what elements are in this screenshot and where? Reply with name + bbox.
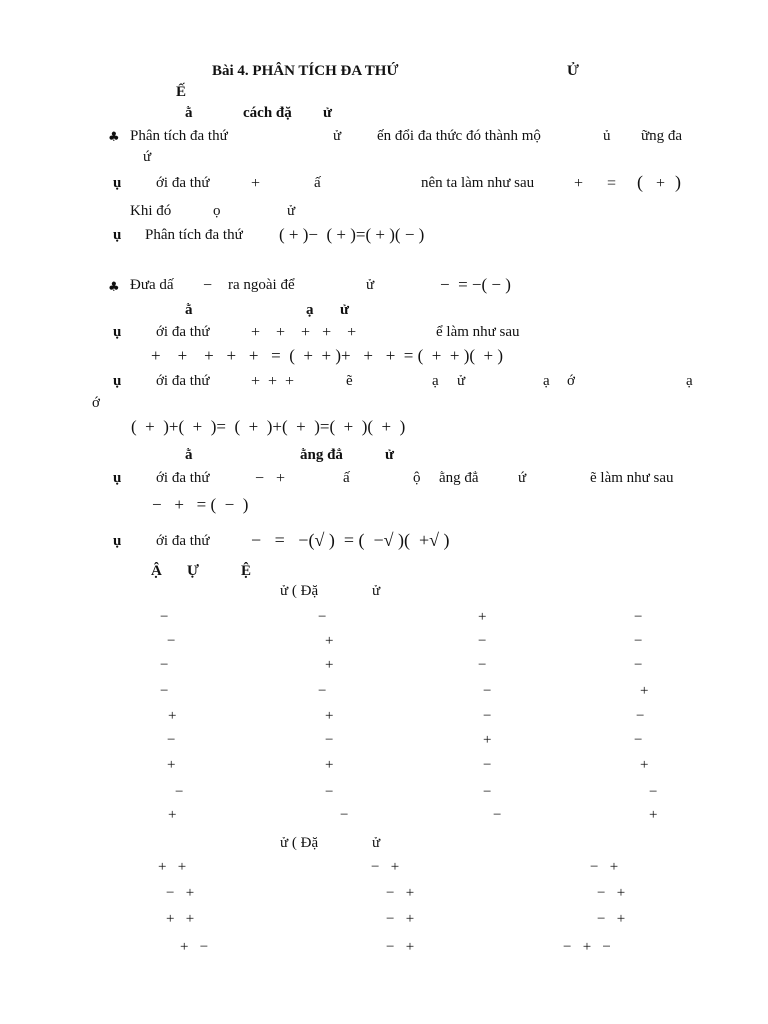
- exercise-op: −: [175, 784, 184, 800]
- exercise-op: −: [160, 683, 169, 699]
- ex4-text-a: ới đa thứ: [156, 373, 210, 389]
- bullet1-text-e: ững đa: [641, 128, 683, 144]
- ex3-label: ụ: [113, 324, 122, 340]
- bullet1-text-d: ủ: [603, 128, 611, 144]
- exercise-op: −: [478, 633, 487, 649]
- ex1-rparen: ): [675, 172, 681, 192]
- exercise-part1-a: ử ( Đặ: [280, 583, 319, 599]
- exercise-op-pair: − +: [386, 911, 415, 927]
- section3-b: ằng đẳ: [300, 447, 343, 463]
- exercise-op: −: [483, 708, 492, 724]
- exercise-op-pair: + +: [166, 911, 195, 927]
- ex1-plus2: +: [574, 175, 584, 192]
- exercise-part2-b: ử: [372, 835, 381, 851]
- ex6-text-a: ới đa thứ: [156, 533, 210, 549]
- exercise-op: −: [167, 732, 176, 748]
- exercise-op: −: [160, 657, 169, 673]
- exercise-op: −: [483, 784, 492, 800]
- exercise-op: −: [318, 609, 327, 625]
- ex3-expression: + + + + + = ( + + )+ + + = ( + + )( + ): [151, 346, 504, 365]
- exercise-op: −: [634, 657, 643, 673]
- exercise-op: −: [160, 609, 169, 625]
- exercise-op: +: [640, 757, 649, 773]
- ex3-ops: + + + + +: [251, 324, 357, 341]
- ex1-plus3: +: [656, 175, 666, 192]
- ex1-label: ụ: [113, 175, 122, 191]
- exercise-op: +: [483, 732, 492, 748]
- exercise-op-pair: − +: [590, 859, 619, 875]
- section2-c: ử: [340, 302, 350, 318]
- section1-heading-b: cách đặ: [243, 105, 292, 121]
- exercise-part1-b: ử: [372, 583, 381, 599]
- ex1-eq: =: [607, 175, 617, 192]
- exercise-op: +: [478, 609, 487, 625]
- exercise-op: −: [325, 732, 334, 748]
- ex5-expression: − + = ( − ): [152, 495, 249, 514]
- ex4-text-e: ạ: [543, 373, 550, 389]
- ex4-expression: ( + )+( + )= ( + )+( + )=( + )( + ): [131, 417, 406, 436]
- club-bullet-icon-2: ♣: [108, 280, 120, 295]
- ex5-text-c: ộ: [413, 470, 421, 486]
- ex2-text: Phân tích đa thứ: [145, 227, 243, 243]
- section2-a: ằ: [185, 302, 193, 318]
- ex3-text-b: ể làm như sau: [436, 324, 520, 340]
- exercise-op: +: [325, 633, 334, 649]
- ex4-text-g: ạ: [686, 373, 693, 389]
- ex5-text-f: ẽ làm như sau: [590, 470, 674, 486]
- ex5-text-e: ứ: [518, 470, 527, 486]
- exercise-op-pair: − +: [166, 885, 195, 901]
- ex1-text-a: ới đa thứ: [156, 175, 210, 191]
- ex1-text-b: ấ: [314, 175, 321, 191]
- ex4-ops: + + +: [251, 373, 295, 390]
- bullet2-text-a: Đưa dấ: [130, 277, 174, 293]
- ex1-plus1: +: [251, 175, 261, 192]
- ex4-text-d: ử: [457, 373, 466, 389]
- exercises-heading-c: Ệ: [241, 563, 252, 579]
- title-line2: Ế: [176, 84, 187, 100]
- exercise-op: +: [167, 757, 176, 773]
- exercises-heading-b: Ự: [187, 563, 199, 579]
- ex5-text-a: ới đa thứ: [156, 470, 210, 486]
- bullet1-text-b: ử: [333, 128, 342, 144]
- ex4-text-f: ớ: [567, 373, 575, 389]
- club-bullet-icon: ♣: [108, 130, 120, 145]
- exercise-op: −: [478, 657, 487, 673]
- bullet1-cont: ứ: [143, 149, 152, 165]
- exercise-op: +: [640, 683, 649, 699]
- exercise-op-pair: − +: [597, 911, 626, 927]
- exercise-op: +: [325, 708, 334, 724]
- section1-heading-a: ằ: [185, 105, 193, 121]
- exercise-op: −: [634, 732, 643, 748]
- bullet2-expression: − = −( − ): [440, 275, 511, 294]
- ex4-label: ụ: [113, 373, 122, 389]
- exercise-part2-a: ử ( Đặ: [280, 835, 319, 851]
- exercise-op: −: [318, 683, 327, 699]
- section2-b: ạ: [306, 302, 314, 318]
- title-fragment: Ử: [567, 63, 579, 79]
- bullet1-text-c: ến đổi đa thức đó thành mộ: [377, 128, 541, 144]
- exercise-op: +: [168, 708, 177, 724]
- ex6-expression: − = −(√ ) = ( −√ )( +√ ): [251, 530, 450, 550]
- bullet1-text-a: Phân tích đa thứ: [130, 128, 228, 144]
- exercise-op: −: [636, 708, 645, 724]
- khi-do-c: ử: [287, 203, 296, 219]
- page-title: Bài 4. PHÂN TÍCH ĐA THỨ: [212, 63, 399, 79]
- ex4-cont: ớ: [92, 395, 100, 411]
- section1-heading-c: ử: [323, 105, 333, 121]
- ex5-ops: − +: [255, 470, 286, 487]
- ex4-text-b: ẽ: [346, 373, 353, 389]
- exercise-op-pair: − +: [371, 859, 400, 875]
- exercise-op: −: [340, 807, 349, 823]
- exercise-op: −: [634, 609, 643, 625]
- exercise-op-pair: − +: [386, 885, 415, 901]
- exercise-op: −: [483, 683, 492, 699]
- exercise-op: +: [325, 757, 334, 773]
- exercise-op: −: [493, 807, 502, 823]
- bullet2-text-b: ra ngoài để: [228, 277, 295, 293]
- exercise-op-pair: − + −: [563, 939, 611, 955]
- ex5-label: ụ: [113, 470, 122, 486]
- exercise-op: −: [167, 633, 176, 649]
- exercise-op-pair: − +: [597, 885, 626, 901]
- section3-c: ử: [385, 447, 395, 463]
- exercise-op: −: [483, 757, 492, 773]
- bullet2-minus: −: [203, 277, 213, 294]
- bullet2-text-c: ử: [366, 277, 375, 293]
- ex5-text-d: ằng đẳ: [439, 470, 479, 486]
- exercises-heading-a: Ậ: [151, 563, 162, 579]
- ex1-text-c: nên ta làm như sau: [421, 175, 535, 191]
- ex6-label: ụ: [113, 533, 122, 549]
- ex5-text-b: ấ: [343, 470, 350, 486]
- ex3-text-a: ới đa thứ: [156, 324, 210, 340]
- ex2-label: ụ: [113, 227, 122, 243]
- section3-a: ằ: [185, 447, 193, 463]
- exercise-op-pair: + −: [180, 939, 209, 955]
- ex4-text-c: ạ: [432, 373, 439, 389]
- ex2-expression: ( + )− ( + )=( + )( − ): [279, 225, 425, 244]
- exercise-op-pair: − +: [386, 939, 415, 955]
- khi-do-a: Khi đó: [130, 203, 172, 219]
- khi-do-b: ọ: [213, 203, 221, 219]
- ex1-lparen: (: [637, 172, 643, 192]
- exercise-op: −: [649, 784, 658, 800]
- exercise-op-pair: + +: [158, 859, 187, 875]
- exercise-op: +: [325, 657, 334, 673]
- exercise-op: +: [649, 807, 658, 823]
- exercise-op: −: [325, 784, 334, 800]
- exercise-op: −: [634, 633, 643, 649]
- exercise-op: +: [168, 807, 177, 823]
